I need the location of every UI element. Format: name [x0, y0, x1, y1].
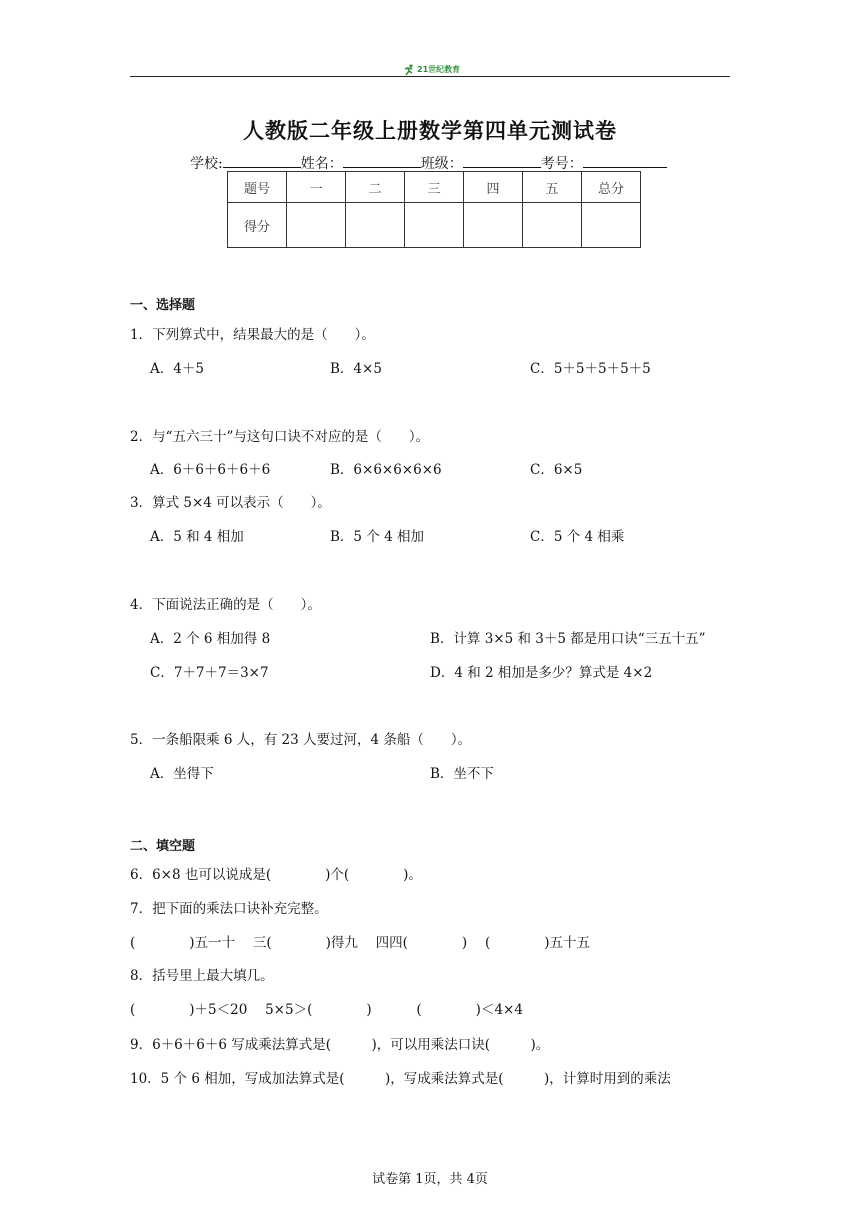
question-2-option-c[interactable]: C．6×5 [530, 462, 583, 478]
question-3-option-a[interactable]: A．5 和 4 相加 [150, 529, 244, 545]
score-table-header-row [228, 172, 641, 203]
score-row-label: 得分 [228, 203, 287, 248]
header-cell: 二 [346, 172, 405, 203]
name-label: 姓名： [300, 156, 343, 172]
question-2-option-b[interactable]: B．6×6×6×6×6 [330, 462, 442, 478]
question-4-stem: 4．下面说法正确的是（ ）。 [130, 597, 321, 613]
question-1-option-a[interactable]: A．4＋5 [150, 361, 204, 377]
publisher-logo [403, 64, 473, 76]
page-footer: 试卷第 1页，共 4页 [372, 1172, 488, 1187]
question-1-stem: 1．下列算式中，结果最大的是（ ）。 [130, 327, 375, 343]
score-cell[interactable] [287, 203, 346, 248]
student-info-line [190, 153, 667, 173]
school-label: 学校: [190, 156, 223, 172]
question-10-stem: 10．5 个 6 相加，写成加法算式是( )，写成乘法算式是( )，计算时用到的乘法 [130, 1071, 671, 1087]
question-1-option-b[interactable]: B．4×5 [330, 361, 382, 377]
question-5-option-a[interactable]: A．坐得下 [150, 766, 214, 782]
school-blank[interactable] [223, 153, 301, 168]
question-5-stem: 5．一条船限乘 6 人，有 23 人要过河，4 条船（ ）。 [130, 732, 472, 748]
score-table [227, 171, 641, 248]
question-4-option-c[interactable]: C．7＋7＋7＝3×7 [150, 665, 269, 681]
question-4-option-a[interactable]: A．2 个 6 相加得 8 [150, 631, 271, 647]
question-1-option-c[interactable]: C．5＋5＋5＋5＋5 [530, 361, 651, 377]
question-4-option-d[interactable]: D．4 和 2 相加是多少？算式是 4×2 [430, 665, 653, 681]
class-label: 班级： [420, 156, 463, 172]
question-7-stem: 7．把下面的乘法口诀补充完整。 [130, 901, 328, 917]
section-heading-fill: 二、填空题 [130, 839, 196, 854]
question-8-blanks: ( )＋5＜20 5×5＞( ) ( )＜4×4 [130, 1002, 523, 1018]
score-cell[interactable] [346, 203, 405, 248]
number-label: 考号： [540, 156, 583, 172]
header-rule [130, 76, 730, 77]
question-3-stem: 3．算式 5×4 可以表示（ ）。 [130, 495, 331, 511]
question-3-option-b[interactable]: B．5 个 4 相加 [330, 529, 424, 545]
name-blank[interactable] [343, 153, 421, 168]
question-4-option-b[interactable]: B．计算 3×5 和 3＋5 都是用口诀“三五十五” [430, 631, 706, 647]
runner-icon [403, 64, 415, 76]
header-cell: 四 [464, 172, 523, 203]
header-cell: 五 [523, 172, 582, 203]
question-2-option-a[interactable]: A．6＋6＋6＋6＋6 [150, 462, 271, 478]
question-3-option-c[interactable]: C．5 个 4 相乘 [530, 529, 625, 545]
score-cell[interactable] [405, 203, 464, 248]
logo-text: 21世纪教育 [417, 65, 461, 74]
header-cell: 一 [287, 172, 346, 203]
header-cell: 三 [405, 172, 464, 203]
section-heading-choice: 一、选择题 [130, 298, 196, 313]
question-5-option-b[interactable]: B．坐不下 [430, 766, 494, 782]
page-title: 人教版二年级上册数学第四单元测试卷 [243, 118, 617, 143]
question-2-stem: 2．与“五六三十”与这句口诀不对应的是（ ）。 [130, 429, 430, 445]
score-cell[interactable] [464, 203, 523, 248]
number-blank[interactable] [583, 153, 667, 168]
class-blank[interactable] [463, 153, 541, 168]
score-cell[interactable] [582, 203, 641, 248]
question-7-blanks: ( )五一十 三( )得九 四四( ) ( )五十五 [130, 935, 591, 951]
score-table-score-row [228, 203, 641, 248]
header-cell: 总分 [582, 172, 641, 203]
score-cell[interactable] [523, 203, 582, 248]
question-8-stem: 8．括号里上最大填几。 [130, 968, 274, 984]
question-9-stem: 9．6＋6＋6＋6 写成乘法算式是( )，可以用乘法口诀( )。 [130, 1037, 550, 1053]
question-6-stem: 6．6×8 也可以说成是( )个( )。 [130, 867, 422, 883]
header-cell: 题号 [228, 172, 287, 203]
